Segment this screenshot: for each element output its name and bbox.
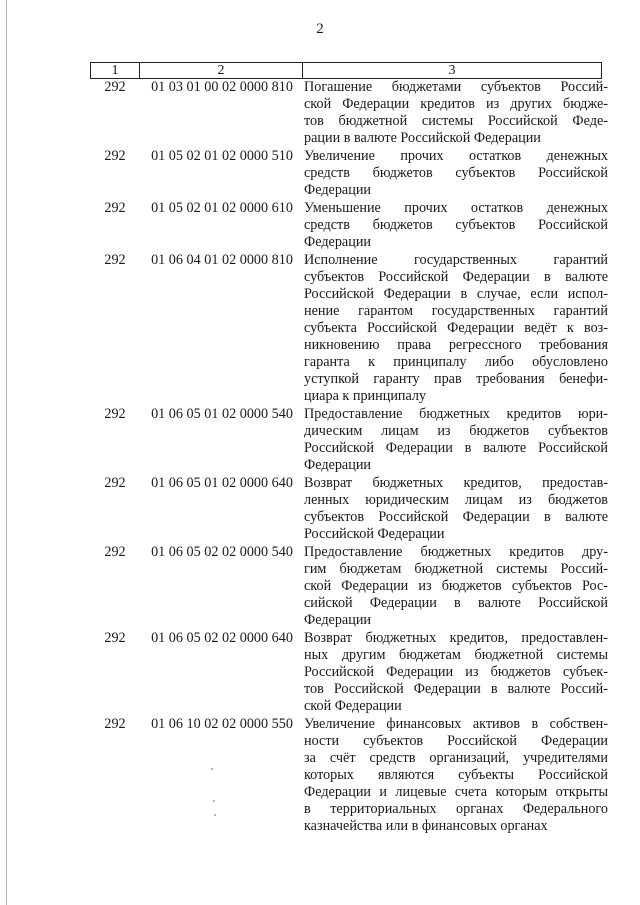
column-header-1: 1 xyxy=(91,63,140,79)
column-header-2: 2 xyxy=(140,63,303,79)
row-code: 01 06 05 02 02 0000 540 xyxy=(151,544,293,560)
description-line: которых являются субъекты Российской xyxy=(304,767,608,783)
description-line: Погашение бюджетами субъектов Россий- xyxy=(304,79,608,95)
description-line: Российской Федерации в случае, если испол- xyxy=(304,286,608,302)
description-line: ской Федерации кредитов из других бюдже- xyxy=(304,96,608,112)
description-line: ности субъектов Российской Федерации xyxy=(304,733,608,749)
row-number: 292 xyxy=(104,630,126,646)
description-line: гаранта к принципалу либо обусловлено xyxy=(304,354,608,370)
description-line: субъектов Российской Федерации в валюте xyxy=(304,269,608,285)
description-line: сийской Федерации в валюте Российской xyxy=(304,595,608,611)
row-number: 292 xyxy=(104,544,126,560)
table-row xyxy=(90,406,610,474)
row-code: 01 03 01 00 02 0000 810 xyxy=(151,79,293,95)
table-row xyxy=(90,716,610,835)
description-line: Возврат бюджетных кредитов, предостав- xyxy=(304,475,608,491)
table-row xyxy=(90,630,610,715)
row-code: 01 06 05 02 02 0000 640 xyxy=(151,630,293,646)
row-description xyxy=(304,148,608,199)
description-line: Исполнение государственных гарантий xyxy=(304,252,608,268)
row-number: 292 xyxy=(104,475,126,491)
row-code: 01 06 10 02 02 0000 550 xyxy=(151,716,293,732)
description-line: Российской Федерации в валюте Российской xyxy=(304,440,608,456)
row-code: 01 06 05 01 02 0000 540 xyxy=(151,406,293,422)
description-line: Увеличение финансовых активов в собствен- xyxy=(304,716,608,732)
description-line: субъектов Российской Федерации в валюте xyxy=(304,509,608,525)
description-line: нение гарантом государственных гарантий xyxy=(304,303,608,319)
description-line: средств бюджетов субъектов Российской xyxy=(304,165,608,181)
description-line: ленных юридическим лицам из бюджетов xyxy=(304,492,608,508)
scan-edge xyxy=(6,0,7,905)
table-row xyxy=(90,148,610,199)
row-number: 292 xyxy=(104,252,126,268)
row-number: 292 xyxy=(104,148,126,164)
description-line: Уменьшение прочих остатков денежных xyxy=(304,200,608,216)
row-number: 292 xyxy=(104,79,126,95)
row-number: 292 xyxy=(104,406,126,422)
row-description xyxy=(304,79,608,147)
description-line: ской Федерации xyxy=(304,698,402,714)
description-line: Предоставление бюджетных кредитов юри- xyxy=(304,406,608,422)
row-description xyxy=(304,475,608,543)
row-description xyxy=(304,544,608,629)
description-line: гим бюджетам бюджетной системы Россий- xyxy=(304,561,608,577)
description-line: дическим лицам из бюджетов субъектов xyxy=(304,423,608,439)
description-line: Российской Федерации из бюджетов субъек- xyxy=(304,664,608,680)
row-description xyxy=(304,716,608,835)
table-row xyxy=(90,252,610,405)
description-line: казначейства или в финансовых органах xyxy=(304,818,548,834)
table-row xyxy=(90,200,610,251)
row-number: 292 xyxy=(104,200,126,216)
row-code: 01 06 05 01 02 0000 640 xyxy=(151,475,293,491)
description-line: ных другим бюджетам бюджетной системы xyxy=(304,647,608,663)
row-code: 01 06 04 01 02 0000 810 xyxy=(151,252,293,268)
description-line: Федерации xyxy=(304,234,372,250)
description-line: Федерации и лицевые счета которым открыты xyxy=(304,784,608,800)
code-table-body xyxy=(90,79,610,836)
table-row xyxy=(90,79,610,147)
description-line: Федерации xyxy=(304,457,372,473)
row-description xyxy=(304,406,608,474)
description-line: за счёт средств организаций, учредителями xyxy=(304,750,608,766)
description-line: Федерации xyxy=(304,612,372,628)
description-line: в территориальных органах Федерального xyxy=(304,801,608,817)
description-line: тов Российской Федерации в валюте Россий- xyxy=(304,681,608,697)
description-line: уступкой гаранту прав требования бенефи- xyxy=(304,371,608,387)
description-line: рации в валюте Российской Федерации xyxy=(304,130,541,146)
row-number: 292 xyxy=(104,716,126,732)
description-line: тов бюджетной системы Российской Феде- xyxy=(304,113,608,129)
column-header-3: 3 xyxy=(303,63,602,79)
row-description xyxy=(304,200,608,251)
row-code: 01 05 02 01 02 0000 510 xyxy=(151,148,293,164)
description-line: Федерации xyxy=(304,182,372,198)
description-line: ской Федерации из бюджетов субъектов Рос- xyxy=(304,578,608,594)
description-line: Предоставление бюджетных кредитов дру- xyxy=(304,544,608,560)
table-row xyxy=(90,544,610,629)
description-line: субъекта Российской Федерации ведёт к воз- xyxy=(304,320,608,336)
description-line: никновению права регрессного требования xyxy=(304,337,608,353)
row-description xyxy=(304,630,608,715)
column-header xyxy=(90,62,602,79)
table-row xyxy=(90,475,610,543)
page-number: 2 xyxy=(316,21,324,37)
row-code: 01 05 02 01 02 0000 610 xyxy=(151,200,293,216)
description-line: Российской Федерации xyxy=(304,526,445,542)
description-line: циара к принципалу xyxy=(304,388,427,404)
description-line: Увеличение прочих остатков денежных xyxy=(304,148,608,164)
description-line: Возврат бюджетных кредитов, предоставлен- xyxy=(304,630,608,646)
description-line: средств бюджетов субъектов Российской xyxy=(304,217,608,233)
row-description xyxy=(304,252,608,405)
